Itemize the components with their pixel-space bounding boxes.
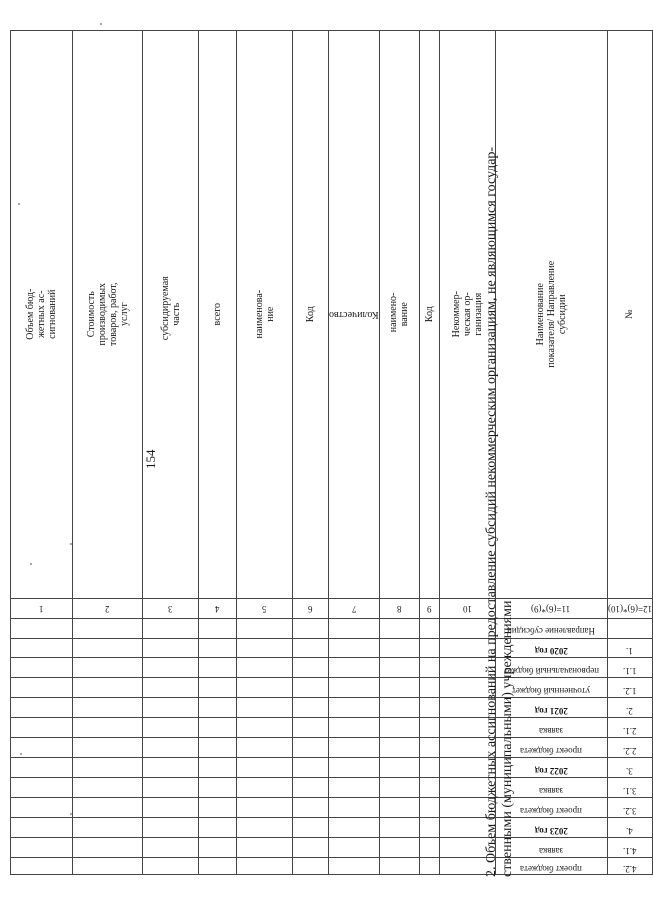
table-row <box>11 1 73 875</box>
value-cell <box>199 758 237 778</box>
value-cell <box>419 818 439 838</box>
value-cell <box>293 698 329 718</box>
value-cell <box>73 838 143 858</box>
row-label: проект бюджета <box>520 745 583 756</box>
column-header-label: Количество <box>329 308 379 320</box>
value-cell <box>11 758 73 778</box>
column-number: 5 <box>262 603 267 614</box>
column-number: 4 <box>215 603 220 614</box>
row-number: 3. <box>626 765 633 776</box>
value-cell <box>199 718 237 738</box>
column-number-cell <box>329 598 380 618</box>
value-cell <box>293 618 329 638</box>
value-cell <box>419 778 439 798</box>
value-cell <box>199 838 237 858</box>
value-cell <box>11 618 73 638</box>
value-cell <box>73 698 143 718</box>
value-cell <box>419 718 439 738</box>
table-row <box>607 1 652 875</box>
row-label: проект бюджета <box>520 805 583 816</box>
column-header-label: Стоимость производимых товаров, работ, услуг <box>85 282 130 346</box>
column-header-label: Код <box>305 306 316 323</box>
row-number-cell <box>607 758 652 778</box>
row-label: 2020 год <box>534 646 568 656</box>
value-cell <box>237 618 293 638</box>
value-cell <box>237 798 293 818</box>
value-cell <box>379 718 419 738</box>
value-cell <box>419 838 439 858</box>
row-number-cell <box>607 778 652 798</box>
value-cell <box>143 778 199 798</box>
row-label: первоначальный бюджет <box>503 665 599 676</box>
value-cell <box>419 698 439 718</box>
value-cell <box>237 858 293 875</box>
value-cell <box>237 638 293 658</box>
value-cell <box>73 658 143 678</box>
row-number-cell <box>607 858 652 875</box>
value-cell <box>11 798 73 818</box>
column-header <box>379 30 419 598</box>
column-number-cell <box>199 598 237 618</box>
column-number: 10 <box>462 603 472 614</box>
column-number: 8 <box>396 603 402 614</box>
value-cell <box>293 638 329 658</box>
value-cell <box>379 618 419 638</box>
value-cell <box>199 858 237 875</box>
value-cell <box>199 638 237 658</box>
column-header <box>293 30 329 598</box>
value-cell <box>143 758 199 778</box>
value-cell <box>237 758 293 778</box>
value-cell <box>11 658 73 678</box>
value-cell <box>11 838 73 858</box>
row-number: 2.1. <box>622 725 637 736</box>
row-number: 4.2. <box>622 864 637 874</box>
value-cell <box>293 758 329 778</box>
column-header-label: Наименование показателя/ Направление субсидии <box>534 260 568 368</box>
column-number-cell <box>237 598 293 618</box>
column-header <box>329 30 380 598</box>
value-cell <box>143 838 199 858</box>
value-cell <box>379 758 419 778</box>
column-number: 1 <box>39 603 44 614</box>
column-header-label: Объем бюд-жетных ас-сигнований <box>25 288 58 340</box>
column-number-cell <box>143 598 199 618</box>
column-header-label: наимено-вание <box>388 292 411 333</box>
value-cell <box>329 658 380 678</box>
column-number: 11=(6)*(9) <box>531 603 571 614</box>
row-label: уточненный бюджет <box>512 685 591 696</box>
value-cell <box>329 738 380 758</box>
value-cell <box>379 858 419 875</box>
value-cell <box>379 638 419 658</box>
value-cell <box>293 718 329 738</box>
column-header <box>73 30 143 598</box>
value-cell <box>143 798 199 818</box>
value-cell <box>293 778 329 798</box>
table-row <box>293 1 329 875</box>
column-number-cell <box>379 598 419 618</box>
table-row <box>237 1 293 875</box>
table-row <box>199 1 237 875</box>
row-number: 1.2. <box>622 685 637 696</box>
value-cell <box>379 738 419 758</box>
value-cell <box>237 738 293 758</box>
table-row <box>143 1 199 875</box>
value-cell <box>329 798 380 818</box>
column-number-cell <box>419 598 439 618</box>
row-number-cell <box>607 818 652 838</box>
row-number-cell <box>607 798 652 818</box>
row-number-cell <box>607 718 652 738</box>
value-cell <box>11 738 73 758</box>
row-label: 2022 год <box>534 765 568 776</box>
value-cell <box>73 738 143 758</box>
value-cell <box>199 738 237 758</box>
row-number: 2. <box>626 705 633 716</box>
row-label: заявка <box>538 725 564 736</box>
value-cell <box>11 698 73 718</box>
value-cell <box>73 758 143 778</box>
row-label: проект бюджета <box>520 864 583 874</box>
value-cell <box>237 838 293 858</box>
value-cell <box>379 818 419 838</box>
page-number: 154 <box>143 449 158 469</box>
value-cell <box>329 618 380 638</box>
value-cell <box>143 858 199 875</box>
value-cell <box>419 678 439 698</box>
value-cell <box>237 818 293 838</box>
value-cell <box>329 858 380 875</box>
value-cell <box>11 778 73 798</box>
value-cell <box>293 858 329 875</box>
value-cell <box>293 838 329 858</box>
column-number: 2 <box>105 603 110 614</box>
row-number: 3.1. <box>622 785 637 796</box>
row-number: 2.2. <box>622 745 637 756</box>
column-header <box>237 30 293 598</box>
column-number: 6 <box>308 603 313 614</box>
row-label: 2021 год <box>534 705 568 716</box>
value-cell <box>419 638 439 658</box>
value-cell <box>329 638 380 658</box>
value-cell <box>237 658 293 678</box>
value-cell <box>73 618 143 638</box>
row-number: 4.1. <box>622 845 637 856</box>
value-cell <box>419 798 439 818</box>
row-number-cell <box>607 698 652 718</box>
value-cell <box>73 858 143 875</box>
value-cell <box>143 718 199 738</box>
column-number: 9 <box>426 603 432 614</box>
title-line-1: 2. Объем бюджетных ассигнований на предоставление субсидий некоммерческим организациям, не являющимся государ- <box>484 146 499 877</box>
value-cell <box>143 638 199 658</box>
column-header-label: Код <box>423 306 435 323</box>
value-cell <box>73 818 143 838</box>
value-cell <box>143 678 199 698</box>
column-header <box>419 30 439 598</box>
row-label: 2023 год <box>534 825 568 836</box>
document-title <box>484 87 516 877</box>
value-cell <box>379 678 419 698</box>
value-cell <box>237 698 293 718</box>
column-header <box>199 30 237 598</box>
value-cell <box>143 818 199 838</box>
value-cell <box>419 758 439 778</box>
value-cell <box>379 838 419 858</box>
table-row <box>73 1 143 875</box>
value-cell <box>73 778 143 798</box>
value-cell <box>199 618 237 638</box>
row-label: заявка <box>538 845 564 856</box>
row-number-cell <box>607 738 652 758</box>
row-number: 3.2. <box>622 805 637 816</box>
value-cell <box>73 798 143 818</box>
value-cell <box>237 678 293 698</box>
value-cell <box>143 738 199 758</box>
row-number-cell <box>607 618 652 638</box>
column-number: 7 <box>351 603 357 614</box>
value-cell <box>379 798 419 818</box>
value-cell <box>329 818 380 838</box>
value-cell <box>143 698 199 718</box>
column-header-label: Некоммер-ческая ор-ганизация <box>450 291 484 338</box>
value-cell <box>199 798 237 818</box>
row-number-cell <box>607 838 652 858</box>
row-number-cell <box>607 658 652 678</box>
column-number: 12=(6)*(10) <box>607 603 652 614</box>
row-number-cell <box>607 638 652 658</box>
value-cell <box>11 678 73 698</box>
title-line-2: ственными (муниципальными) учреждениями <box>500 600 515 877</box>
value-cell <box>143 658 199 678</box>
value-cell <box>419 738 439 758</box>
value-cell <box>199 698 237 718</box>
row-label: Направление субсидии <box>507 626 596 637</box>
value-cell <box>379 698 419 718</box>
row-number: 4. <box>626 825 633 836</box>
value-cell <box>237 718 293 738</box>
table-row <box>379 1 419 875</box>
table-row <box>329 1 380 875</box>
column-number-cell <box>293 598 329 618</box>
value-cell <box>329 678 380 698</box>
value-cell <box>293 738 329 758</box>
value-cell <box>143 618 199 638</box>
row-number-cell <box>607 678 652 698</box>
value-cell <box>379 658 419 678</box>
column-header-label: всего <box>212 302 223 326</box>
column-number-cell <box>73 598 143 618</box>
value-cell <box>11 818 73 838</box>
value-cell <box>11 638 73 658</box>
value-cell <box>329 698 380 718</box>
value-cell <box>237 778 293 798</box>
value-cell <box>379 778 419 798</box>
value-cell <box>199 658 237 678</box>
column-number: 3 <box>168 603 173 614</box>
column-header <box>143 30 199 598</box>
value-cell <box>329 838 380 858</box>
value-cell <box>199 778 237 798</box>
value-cell <box>419 658 439 678</box>
value-cell <box>11 858 73 875</box>
value-cell <box>419 618 439 638</box>
table-row <box>419 1 439 875</box>
value-cell <box>199 678 237 698</box>
value-cell <box>329 718 380 738</box>
value-cell <box>293 658 329 678</box>
value-cell <box>293 678 329 698</box>
budget-table <box>10 0 653 875</box>
value-cell <box>329 778 380 798</box>
value-cell <box>11 718 73 738</box>
row-number: 1.1. <box>622 665 637 676</box>
value-cell <box>73 718 143 738</box>
column-header <box>607 30 652 598</box>
value-cell <box>293 818 329 838</box>
column-number-cell <box>11 598 73 618</box>
value-cell <box>419 858 439 875</box>
column-header <box>11 30 73 598</box>
row-number: 1. <box>626 646 633 656</box>
value-cell <box>199 818 237 838</box>
row-label: заявка <box>538 785 564 796</box>
column-header-label: № <box>624 309 636 319</box>
value-cell <box>73 638 143 658</box>
value-cell <box>329 758 380 778</box>
column-header-label: субсидируемая часть <box>159 276 182 341</box>
column-header-label: наименова-ние <box>253 289 276 339</box>
column-number-cell <box>607 598 652 618</box>
value-cell <box>293 798 329 818</box>
value-cell <box>73 678 143 698</box>
